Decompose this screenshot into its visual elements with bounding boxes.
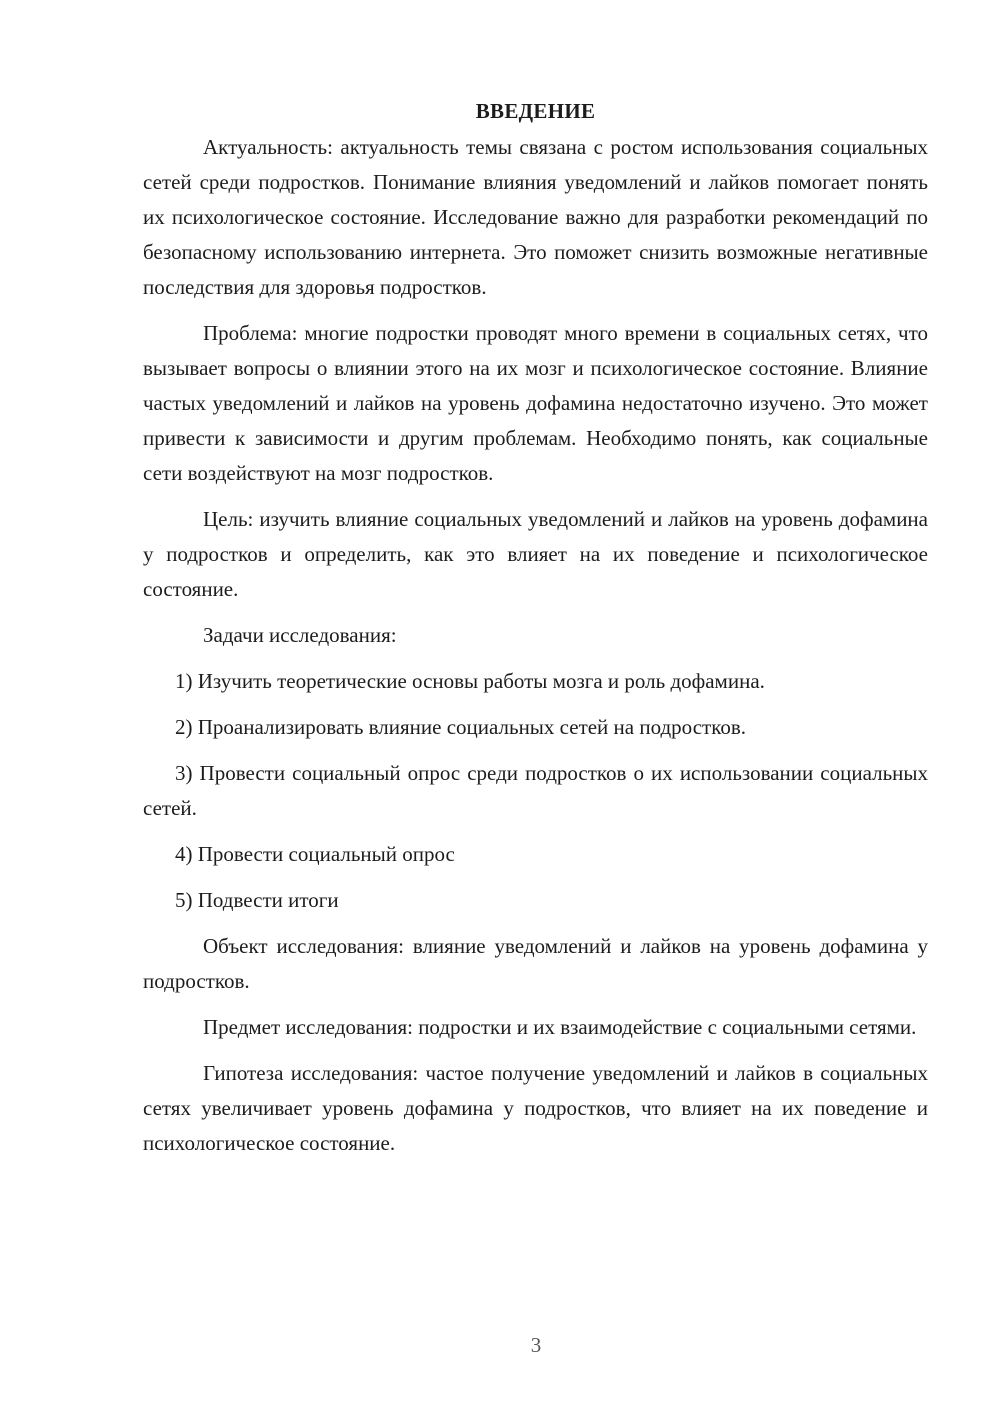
page-title: ВВЕДЕНИЕ [475, 99, 596, 123]
object-paragraph: Объект исследования: влияние уведомлений и лайков на уровень дофамина у подростков. [143, 934, 928, 993]
tasks-heading: Задачи исследования: [203, 623, 397, 647]
hypothesis-paragraph: Гипотеза исследования: частое получение уведомлений и лайков в социальных сетях увеличивает уровень дофамина у подростков, что влияет на их поведение и психологическое состояние. [143, 1061, 928, 1155]
goal-paragraph: Цель: изучить влияние социальных уведомлений и лайков на уровень дофамина у подростков и определить, как это влияет на их поведение и психологическое состояние. [143, 507, 928, 601]
relevance-paragraph: Актуальность: актуальность темы связана с ростом использования социальных сетей среди подростков. Понимание влияния уведомлений и лайков помогает понять их психологическое состояние. Исследование важно для разработки рекомендаций по безопасному использованию интернета. Это поможет снизить возможные негативные последствия для здоровья подростков. [143, 135, 928, 299]
problem-paragraph: Проблема: многие подростки проводят много времени в социальных сетях, что вызывает вопросы о влиянии этого на их мозг и психологическое состояние. Влияние частых уведомлений и лайков на уровень дофамина недостаточно изучено. Это может привести к зависимости и другим проблемам. Необходимо понять, как социальные сети воздействуют на мозг подростков. [143, 321, 928, 485]
task-item-2: 2) Проанализировать влияние социальных сетей на подростков. [175, 715, 746, 739]
page-number: 3 [530, 1333, 542, 1357]
task-item-5: 5) Подвести итоги [175, 888, 339, 912]
document-page [143, 96, 928, 1172]
subject-paragraph: Предмет исследования: подростки и их взаимодействие с социальными сетями. [203, 1015, 917, 1039]
task-item-1: 1) Изучить теоретические основы работы мозга и роль дофамина. [175, 669, 765, 693]
task-item-4: 4) Провести социальный опрос [175, 842, 455, 866]
task-item-3: 3) Провести социальный опрос среди подростков о их использовании социальных сетей. [143, 761, 928, 820]
